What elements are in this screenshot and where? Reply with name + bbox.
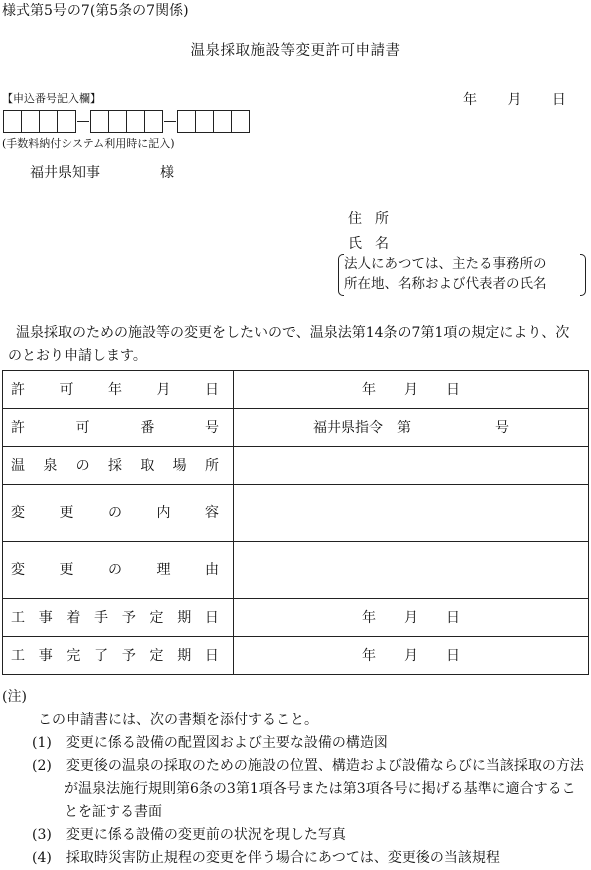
label-permit-date: 許 可 年 月 日 [11,381,219,398]
dash-separator [164,121,176,122]
row-label [3,542,234,599]
intro-line-1: 温泉採取のための施設等の変更をしたいので、温泉法第14条の7第1項の規定により、次 [16,325,570,341]
row-value-permit-number[interactable]: 福井県指令 第 号 [234,409,589,447]
label-change-reason: 変 更 の 理 由 [11,562,219,578]
row-label [3,637,234,675]
table-row [3,599,589,637]
corp-note-line-1: 法人にあつては、主たる事務所の [344,256,547,272]
row-value-collection-site[interactable] [234,447,589,485]
applicant-address-label: 住所 [348,211,402,227]
addressee-honorific: 様 [160,165,174,181]
row-label [3,599,234,637]
row-label [3,485,234,542]
row-value-construction-start[interactable]: 年 月 日 [234,599,589,637]
application-table [2,370,589,675]
dash-separator [77,121,89,122]
right-bracket [580,254,586,296]
label-construction-start: 工 事 着 手 予 定 期 日 [11,609,219,626]
notes-item-4: (4) 採取時災害防止規程の変更を伴う場合にあつては、変更後の当該規程 [32,850,500,866]
row-value-permit-date[interactable]: 年 月 日 [234,371,589,409]
table-row [3,409,589,447]
corp-note-line-2: 所在地、名称および代表者の氏名 [344,276,547,292]
row-label [3,371,234,409]
table-row [3,447,589,485]
application-number-label: 【申込番号記入欄】 [2,92,101,105]
row-label [3,409,234,447]
application-number-group-1[interactable] [3,110,76,133]
label-collection-site: 温 泉 の 採 取 場 所 [11,457,219,474]
application-number-boxes [3,110,250,133]
table-row [3,485,589,542]
table-row [3,542,589,599]
label-change-details: 変 更 の 内 容 [11,505,219,521]
table-row [3,637,589,675]
application-number-group-2[interactable] [90,110,163,133]
intro-paragraph [8,322,588,368]
row-label [3,447,234,485]
row-value-construction-end[interactable]: 年 月 日 [234,637,589,675]
label-permit-number: 許 可 番 号 [11,419,219,436]
notes-section [2,686,587,870]
row-value-change-details[interactable] [234,485,589,542]
addressee-governor: 福井県知事 [30,165,100,181]
row-value-change-reason[interactable] [234,542,589,599]
notes-item-1: (1) 変更に係る設備の配置図および主要な設備の構造図 [32,735,388,751]
notes-heading: (注) [2,689,27,705]
label-construction-end: 工 事 完 了 予 定 期 日 [11,647,219,664]
notes-lead: この申請書には、次の書類を添付すること。 [38,712,318,728]
table-row [3,371,589,409]
application-date: 年 月 日 [463,92,566,108]
applicant-name-label: 氏名 [348,236,402,252]
page-title: 温泉採取施設等変更許可申請書 [190,43,401,59]
intro-line-2: のとおり申請します。 [8,348,147,364]
corporation-note [338,254,580,294]
form-number: 様式第5号の7(第5条の7関係) [2,3,189,19]
application-number-group-3[interactable] [177,110,250,133]
fee-system-note: (手数料納付システム利用時に記入) [2,137,175,150]
notes-item-2: (2) 変更後の温泉の採取のための施設の位置、構造および設備ならびに当該採取の方法が温泉法施行規則第6条の3第1項各号または第3項各号に掲げる基準に適合することを証する書面 [32,758,584,820]
left-bracket [338,254,344,296]
notes-item-3: (3) 変更に係る設備の変更前の状況を現した写真 [32,827,346,843]
